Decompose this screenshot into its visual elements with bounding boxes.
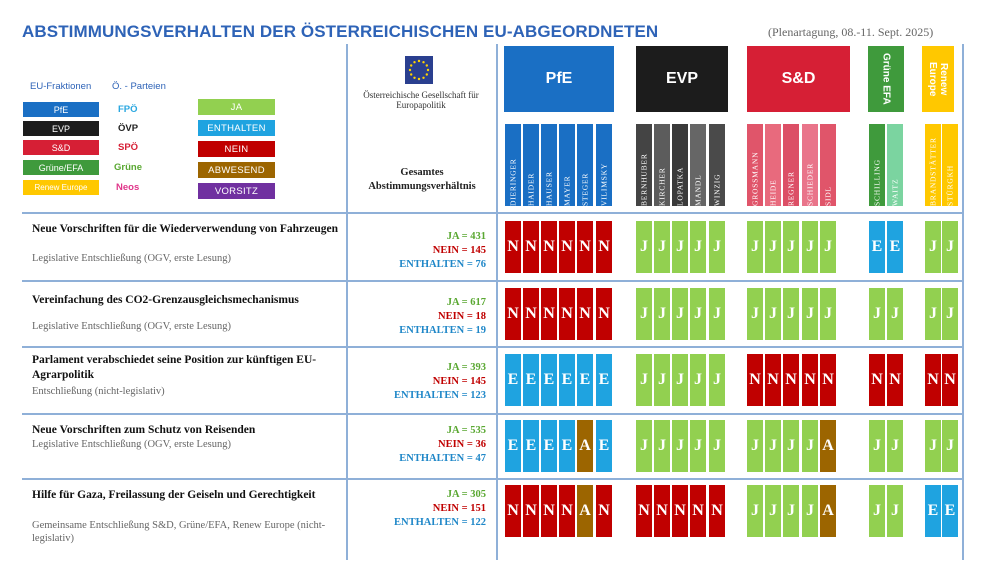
vote-cell-ja: J [690,354,706,406]
vote-cell-ja: J [869,288,885,340]
vote-cell-ja: J [709,354,725,406]
vote-cell-nein: N [636,485,652,537]
vote-cell-nein: N [596,221,612,273]
vote-cell-ja: J [887,485,903,537]
member-heide: HEIDE [765,124,781,206]
legend-party-gruene: Grüne [114,162,142,173]
vote-cell-ja: J [636,354,652,406]
legend-party-spo: SPÖ [118,142,139,153]
vote-cell-ja: J [925,420,941,472]
legend-party-fpo: FPÖ [118,104,138,115]
vote-cell-nein: N [541,288,557,340]
row-title: Hilfe für Gaza, Freilassung der Geiseln und Gerechtigkeit [32,489,316,501]
vote-cell-ja: J [942,288,958,340]
total-ja: JA = 393 [446,362,486,373]
legend-fraktion-sd: S&D [23,140,99,155]
vote-cell-ja: J [765,221,781,273]
eu-stars-icon [405,56,433,84]
vote-cell-ja: J [672,354,688,406]
total-nein: NEIN = 151 [432,503,486,514]
total-enthalten: ENTHALTEN = 47 [399,453,486,464]
legend-vote-ja: JA [198,99,275,115]
legend-party-neos: Neos [116,182,140,193]
vote-cell-nein: N [596,288,612,340]
member-haider: HAIDER [523,124,539,206]
member-stürgkh: STÜRGKH [942,124,958,206]
member-vilimsky: VILIMSKY [596,124,612,206]
member-dieringer: DIERINGER [505,124,521,206]
legend-fraktion-gruene: Grüne/EFA [23,160,99,175]
member-mandl: MANDL [690,124,706,206]
row-divider-4 [22,478,964,480]
row-title: Neue Vorschriften zum Schutz von Reisenden [32,424,256,436]
legend-fraktion-pfe: PfE [23,102,99,117]
vote-cell-nein: N [577,221,593,273]
vote-cell-nein: N [505,221,521,273]
vote-cell-nein: N [672,485,688,537]
member-winzig: WINZIG [709,124,725,206]
vote-cell-nein: N [559,221,575,273]
member-brandstätter: BRANDSTÄTTER [925,124,941,206]
row-subtitle: Legislative Entschließung (OGV, erste Lesung) [32,253,231,264]
total-column-label: Gesamtes Abstimmungsverhältnis [368,167,476,192]
vote-cell-nein: N [802,354,818,406]
group-label-evp: EVP [665,70,698,87]
vote-cell-ja: J [654,221,670,273]
member-hauser: HAUSER [541,124,557,206]
vote-cell-nein: N [709,485,725,537]
row-divider-1 [22,280,964,282]
page-title: ABSTIMMUNGSVERHALTEN DER ÖSTERREICHISCHEN EU-ABGEORDNETEN [22,22,659,41]
vote-cell-nein: N [541,485,557,537]
row-subtitle: Legislative Entschließung (OGV, erste Lesung) [32,439,231,450]
legend-fraktion-evp: EVP [23,121,99,136]
group-header-pfe [504,46,614,112]
vote-cell-ja: J [636,288,652,340]
vote-cell-nein: N [559,288,575,340]
vote-cell-nein: N [596,485,612,537]
vote-cell-ja: J [654,288,670,340]
vote-cell-enthalten: E [505,354,521,406]
total-ja: JA = 617 [446,297,486,308]
total-enthalten: ENTHALTEN = 123 [394,390,486,401]
divider-votes [496,44,498,560]
vote-cell-enthalten: E [523,354,539,406]
group-header-sd [747,46,850,112]
vote-cell-ja: J [747,221,763,273]
legend-party-ovp: ÖVP [118,123,139,134]
vote-cell-abwesend: A [577,420,593,472]
vote-cell-abwesend: A [820,420,836,472]
row-title: Neue Vorschriften für die Wiederverwendung von Fahrzeugen [32,223,339,235]
vote-cell-ja: J [672,221,688,273]
total-enthalten: ENTHALTEN = 76 [399,259,486,270]
vote-cell-ja: J [747,420,763,472]
total-nein: NEIN = 18 [438,311,486,322]
vote-cell-abwesend: A [820,485,836,537]
total-nein: NEIN = 145 [432,245,486,256]
total-ja: JA = 535 [446,425,486,436]
row-title: Parlament verabschiedet seine Position zur künftigen EU-Agrarpolitik [32,354,317,381]
vote-cell-ja: J [887,288,903,340]
logo-text: Österreichische Gesellschaft für Europapolitik [363,90,479,110]
legend-fraktionen-label: EU-Fraktionen [30,81,92,92]
member-mayer: MAYER [559,124,575,206]
vote-cell-nein: N [505,288,521,340]
vote-cell-ja: J [802,420,818,472]
vote-cell-nein: N [523,221,539,273]
vote-cell-ja: J [925,221,941,273]
group-header-renew [922,46,954,112]
vote-cell-enthalten: E [577,354,593,406]
vote-cell-enthalten: E [925,485,941,537]
vote-cell-ja: J [820,221,836,273]
vote-cell-enthalten: E [942,485,958,537]
vote-cell-ja: J [709,288,725,340]
vote-cell-nein: N [690,485,706,537]
vote-cell-ja: J [802,288,818,340]
vote-cell-ja: J [942,420,958,472]
vote-cell-ja: J [765,288,781,340]
group-header-gruene [868,46,904,112]
group-label-sd: S&D [781,70,816,87]
total-nein: NEIN = 145 [432,376,486,387]
vote-cell-ja: J [765,420,781,472]
vote-cell-nein: N [523,485,539,537]
vote-cell-ja: J [672,288,688,340]
vote-cell-ja: J [747,485,763,537]
vote-cell-ja: J [925,288,941,340]
legend-vote-nein: NEIN [198,141,275,157]
vote-cell-ja: J [709,420,725,472]
legend-parteien-label: Ö. - Parteien [112,81,166,92]
legend-vote-abwesend: ABWESEND [198,162,275,178]
member-kircher: KIRCHER [654,124,670,206]
member-waitz: WAITZ [887,124,903,206]
vote-cell-nein: N [925,354,941,406]
member-sidl: SIDL [820,124,836,206]
vote-cell-ja: J [820,288,836,340]
vote-cell-ja: J [869,485,885,537]
group-label-gruene: Grüne EFA [880,53,892,105]
vote-cell-abwesend: A [577,485,593,537]
vote-cell-ja: J [747,288,763,340]
member-steger: STEGER [577,124,593,206]
vote-cell-ja: J [869,420,885,472]
member-lopatka: LOPATKA [672,124,688,206]
vote-cell-nein: N [505,485,521,537]
vote-cell-ja: J [783,221,799,273]
member-bernhuber: BERNHUBER [636,124,652,206]
row-subtitle: Gemeinsame Entschließung S&D, Grüne/EFA, Renew Europe (nicht-legislativ) [32,520,326,544]
total-nein: NEIN = 36 [438,439,486,450]
vote-cell-nein: N [654,485,670,537]
vote-cell-ja: J [654,420,670,472]
divider-right [962,44,964,560]
vote-cell-enthalten: E [523,420,539,472]
vote-cell-nein: N [820,354,836,406]
row-subtitle: Entschließung (nicht-legislativ) [32,386,165,397]
vote-cell-nein: N [869,354,885,406]
vote-cell-nein: N [765,354,781,406]
header-divider [22,212,964,214]
vote-cell-nein: N [523,288,539,340]
vote-cell-nein: N [747,354,763,406]
vote-cell-ja: J [783,420,799,472]
vote-cell-ja: J [690,221,706,273]
vote-cell-ja: J [672,420,688,472]
row-title: Vereinfachung des CO2-Grenzausgleichsmechanismus [32,294,299,306]
vote-cell-enthalten: E [887,221,903,273]
legend-fraktion-renew: Renew Europe [23,180,99,195]
legend-vote-enthalten: ENTHALTEN [198,120,275,136]
group-label-pfe: PfE [545,70,573,87]
vote-cell-enthalten: E [596,420,612,472]
vote-cell-ja: J [802,221,818,273]
vote-cell-nein: N [541,221,557,273]
vote-cell-ja: J [765,485,781,537]
member-grossmann: GROSSMANN [747,124,763,206]
vote-cell-ja: J [802,485,818,537]
vote-cell-ja: J [636,420,652,472]
vote-cell-nein: N [942,354,958,406]
vote-cell-nein: N [783,354,799,406]
total-enthalten: ENTHALTEN = 19 [399,325,486,336]
vote-cell-enthalten: E [596,354,612,406]
row-divider-3 [22,413,964,415]
total-ja: JA = 431 [446,231,486,242]
group-header-evp [636,46,728,112]
vote-cell-ja: J [887,420,903,472]
vote-cell-ja: J [690,420,706,472]
vote-cell-enthalten: E [869,221,885,273]
vote-cell-nein: N [559,485,575,537]
vote-cell-enthalten: E [559,420,575,472]
member-regner: REGNER [783,124,799,206]
session-subtitle: (Plenartagung, 08.-11. Sept. 2025) [768,25,934,39]
member-schieder: SCHIEDER [802,124,818,206]
legend-vote-vorsitz: VORSITZ [198,183,275,199]
member-schilling: SCHILLING [869,124,885,206]
vote-cell-ja: J [690,288,706,340]
vote-cell-ja: J [636,221,652,273]
vote-cell-ja: J [942,221,958,273]
row-subtitle: Legislative Entschließung (OGV, erste Lesung) [32,321,231,332]
vote-cell-ja: J [654,354,670,406]
total-enthalten: ENTHALTEN = 122 [394,517,486,528]
vote-cell-nein: N [887,354,903,406]
vote-cell-enthalten: E [505,420,521,472]
vote-cell-ja: J [709,221,725,273]
vote-cell-enthalten: E [541,354,557,406]
vote-cell-enthalten: E [559,354,575,406]
vote-cell-enthalten: E [541,420,557,472]
group-label-renew: Renew Europe [927,61,949,97]
row-divider-2 [22,346,964,348]
total-ja: JA = 305 [446,489,486,500]
vote-cell-ja: J [783,485,799,537]
vote-cell-nein: N [577,288,593,340]
vote-cell-ja: J [783,288,799,340]
